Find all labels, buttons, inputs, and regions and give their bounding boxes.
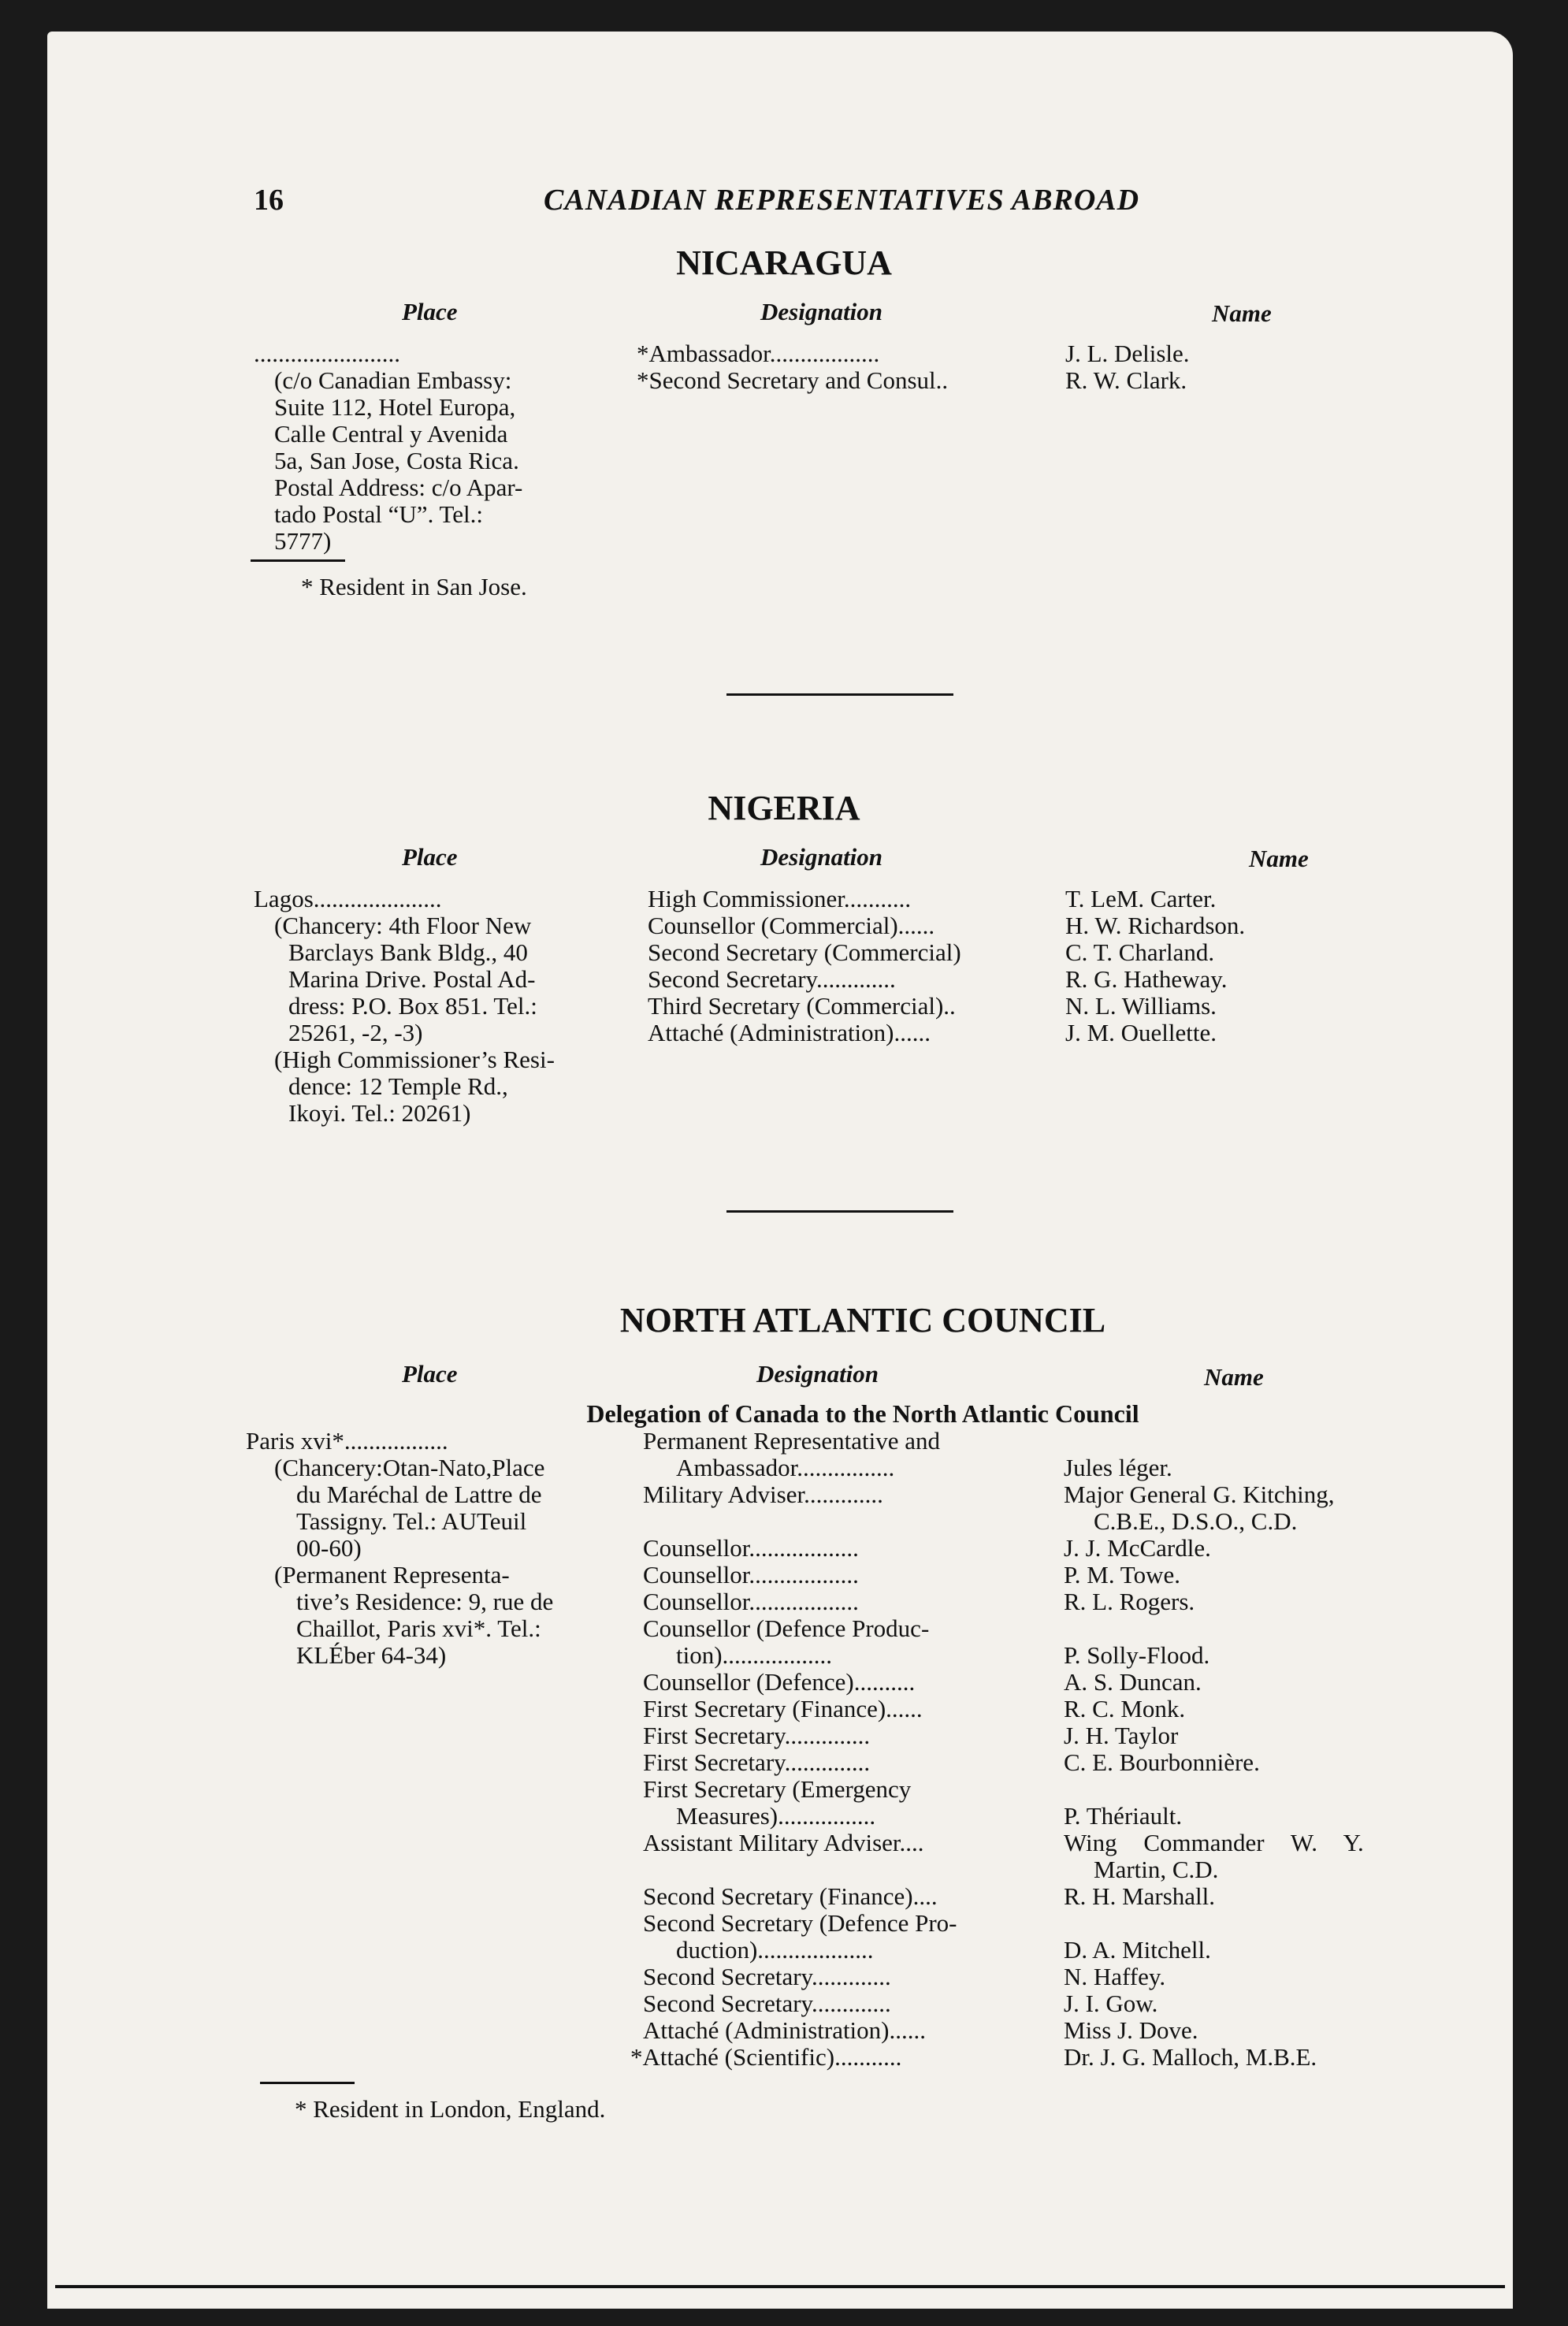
place-line: Paris xvi*.................	[246, 1427, 448, 1455]
designation-line: Second Secretary.............	[643, 1990, 891, 2017]
name-line: P. Solly-Flood.	[1064, 1641, 1210, 1669]
name-line: Miss J. Dove.	[1064, 2016, 1198, 2044]
designation-line: duction)...................	[676, 1936, 874, 1964]
section-title-nicaragua: NICARAGUA	[676, 243, 892, 282]
designation-line: Counsellor (Defence)..........	[643, 1668, 916, 1696]
designation: Third Secretary (Commercial)..	[648, 992, 956, 1020]
designation-line	[643, 1508, 957, 1535]
designation-line: Permanent Representative and	[643, 1427, 941, 1455]
designation: High Commissioner...........	[648, 885, 912, 912]
column-header-name: Name	[1204, 1363, 1264, 1391]
name-line: R. L. Rogers.	[1064, 1588, 1195, 1615]
designation-line: Measures)................	[676, 1802, 876, 1830]
column-header-designation: Designation	[760, 298, 883, 325]
name-line: P. Thériault.	[1064, 1802, 1183, 1830]
page-number: 16	[254, 184, 284, 217]
name-line: Wing Commander W. Y.	[1064, 1829, 1364, 1856]
name-line	[1064, 1428, 1422, 1455]
running-title: CANADIAN REPRESENTATIVES ABROAD	[544, 184, 1140, 217]
place-line: Barclays Bank Bldg., 40	[288, 938, 528, 966]
name-line: Martin, C.D.	[1094, 1856, 1219, 1883]
designation-line: First Secretary (Emergency	[643, 1775, 912, 1803]
nicaragua-names	[1065, 340, 1190, 394]
place-line: tado Postal “U”. Tel.:	[274, 500, 484, 528]
place-line: dress: P.O. Box 851. Tel.:	[288, 992, 537, 1020]
place-line: 5a, San Jose, Costa Rica.	[274, 447, 519, 474]
place-line: Marina Drive. Postal Ad-	[288, 965, 536, 993]
name-line: J. J. McCardle.	[1064, 1534, 1211, 1562]
column-header-designation: Designation	[760, 843, 883, 871]
designation-line: Counsellor..................	[643, 1561, 859, 1588]
place-line: (Chancery:Otan-Nato,Place	[274, 1454, 545, 1481]
place-line: (Chancery: 4th Floor New	[274, 912, 532, 939]
name: T. LeM. Carter.	[1065, 885, 1217, 912]
column-header-place: Place	[402, 843, 458, 871]
name-line: J. I. Gow.	[1064, 1990, 1158, 2017]
place-line: (c/o Canadian Embassy:	[274, 366, 512, 394]
name: J. M. Ouellette.	[1065, 1019, 1217, 1046]
nigeria-names	[1065, 886, 1245, 1046]
designation-line: First Secretary..............	[643, 1748, 871, 1776]
name-line: Jules léger.	[1064, 1454, 1172, 1481]
column-header-designation: Designation	[756, 1360, 879, 1388]
delegation-subheading: Delegation of Canada to the North Atlantic Council	[586, 1399, 1139, 1428]
footnote-rule	[251, 559, 345, 562]
designation-line: Counsellor (Defence Produc-	[643, 1614, 930, 1642]
place-line: Ikoyi. Tel.: 20261)	[288, 1099, 471, 1127]
name-line: N. Haffey.	[1064, 1963, 1166, 1990]
designation-line: Ambassador................	[676, 1454, 895, 1481]
section-divider	[726, 693, 953, 696]
name-line: Dr. J. G. Malloch, M.B.E.	[1064, 2043, 1317, 2071]
designation: Second Secretary (Commercial)	[648, 938, 961, 966]
place-line: Calle Central y Avenida	[274, 420, 508, 448]
designation: Second Secretary.............	[648, 965, 896, 993]
name: C. T. Charland.	[1065, 938, 1215, 966]
name: J. L. Delisle.	[1065, 340, 1190, 367]
name-line: A. S. Duncan.	[1064, 1668, 1202, 1696]
name-line: J. H. Taylor	[1064, 1722, 1179, 1749]
nac-place	[246, 1428, 624, 1669]
column-header-name: Name	[1249, 845, 1309, 872]
place-line: (Permanent Representa-	[274, 1561, 510, 1588]
nigeria-designations	[648, 886, 961, 1046]
designation-line: Second Secretary (Defence Pro-	[643, 1909, 957, 1937]
designation-line: Assistant Military Adviser....	[643, 1829, 924, 1856]
place-line: 5777)	[274, 527, 332, 555]
designation-line: Attaché (Administration)......	[643, 2016, 926, 2044]
column-header-place: Place	[402, 1360, 458, 1388]
place-line: Lagos.....................	[254, 885, 442, 912]
place-line: ........................	[254, 340, 400, 367]
name-line: C.B.E., D.S.O., C.D.	[1094, 1507, 1298, 1535]
nac-designations	[630, 1427, 957, 2071]
footnote-rule	[260, 2082, 355, 2084]
designation-line: First Secretary..............	[643, 1722, 871, 1749]
place-line: KLÉber 64-34)	[296, 1641, 447, 1669]
name-line: R. C. Monk.	[1064, 1695, 1186, 1722]
page-bottom-rule	[55, 2285, 1505, 2288]
designation: Counsellor (Commercial)......	[648, 912, 935, 939]
name-line	[1064, 1910, 1422, 1937]
column-header-name: Name	[1212, 299, 1272, 327]
footnote-nac: * Resident in London, England.	[295, 2095, 606, 2123]
nicaragua-designations	[637, 340, 948, 394]
nac-names	[1064, 1428, 1422, 2071]
designation-line: *Attaché (Scientific)...........	[630, 2043, 902, 2071]
designation-line	[643, 1856, 957, 1883]
name-line: Major General G. Kitching,	[1064, 1481, 1335, 1508]
designation-line: Counsellor..................	[643, 1588, 859, 1615]
name-line: P. M. Towe.	[1064, 1561, 1180, 1588]
nigeria-place	[254, 886, 624, 1127]
name-line	[1064, 1615, 1422, 1642]
designation: *Ambassador..................	[637, 340, 880, 367]
nicaragua-place	[254, 340, 624, 555]
name: R. G. Hatheway.	[1065, 965, 1228, 993]
place-line: Chaillot, Paris xvi*. Tel.:	[296, 1614, 541, 1642]
place-line: 25261, -2, -3)	[288, 1019, 423, 1046]
section-title-nigeria: NIGERIA	[708, 789, 860, 827]
designation: *Second Secretary and Consul..	[637, 366, 949, 394]
designation-line: Military Adviser.............	[643, 1481, 883, 1508]
designation-line: tion)..................	[676, 1641, 833, 1669]
section-title-nac: NORTH ATLANTIC COUNCIL	[619, 1301, 1106, 1339]
name: H. W. Richardson.	[1065, 912, 1246, 939]
name: N. L. Williams.	[1065, 992, 1217, 1020]
place-line: Postal Address: c/o Apar-	[274, 474, 523, 501]
place-line: 00-60)	[296, 1534, 362, 1562]
designation-line: Second Secretary (Finance)....	[643, 1882, 938, 1910]
name-line: R. H. Marshall.	[1064, 1882, 1216, 1910]
place-line: (High Commissioner’s Resi-	[274, 1046, 555, 1073]
place-line: dence: 12 Temple Rd.,	[288, 1072, 508, 1100]
place-line: Tassigny. Tel.: AUTeuil	[296, 1507, 527, 1535]
name-line: D. A. Mitchell.	[1064, 1936, 1211, 1964]
name-line: C. E. Bourbonnière.	[1064, 1748, 1260, 1776]
place-line: du Maréchal de Lattre de	[296, 1481, 542, 1508]
designation: Attaché (Administration)......	[648, 1019, 931, 1046]
place-line: Suite 112, Hotel Europa,	[274, 393, 516, 421]
place-line: tive’s Residence: 9, rue de	[296, 1588, 554, 1615]
designation-line: Counsellor..................	[643, 1534, 859, 1562]
section-divider	[726, 1210, 953, 1213]
designation-line: First Secretary (Finance)......	[643, 1695, 923, 1722]
name-line	[1064, 1776, 1422, 1803]
column-header-place: Place	[402, 298, 458, 325]
designation-line: Second Secretary.............	[643, 1963, 891, 1990]
name: R. W. Clark.	[1065, 366, 1187, 394]
footnote-nicaragua: * Resident in San Jose.	[301, 573, 527, 600]
